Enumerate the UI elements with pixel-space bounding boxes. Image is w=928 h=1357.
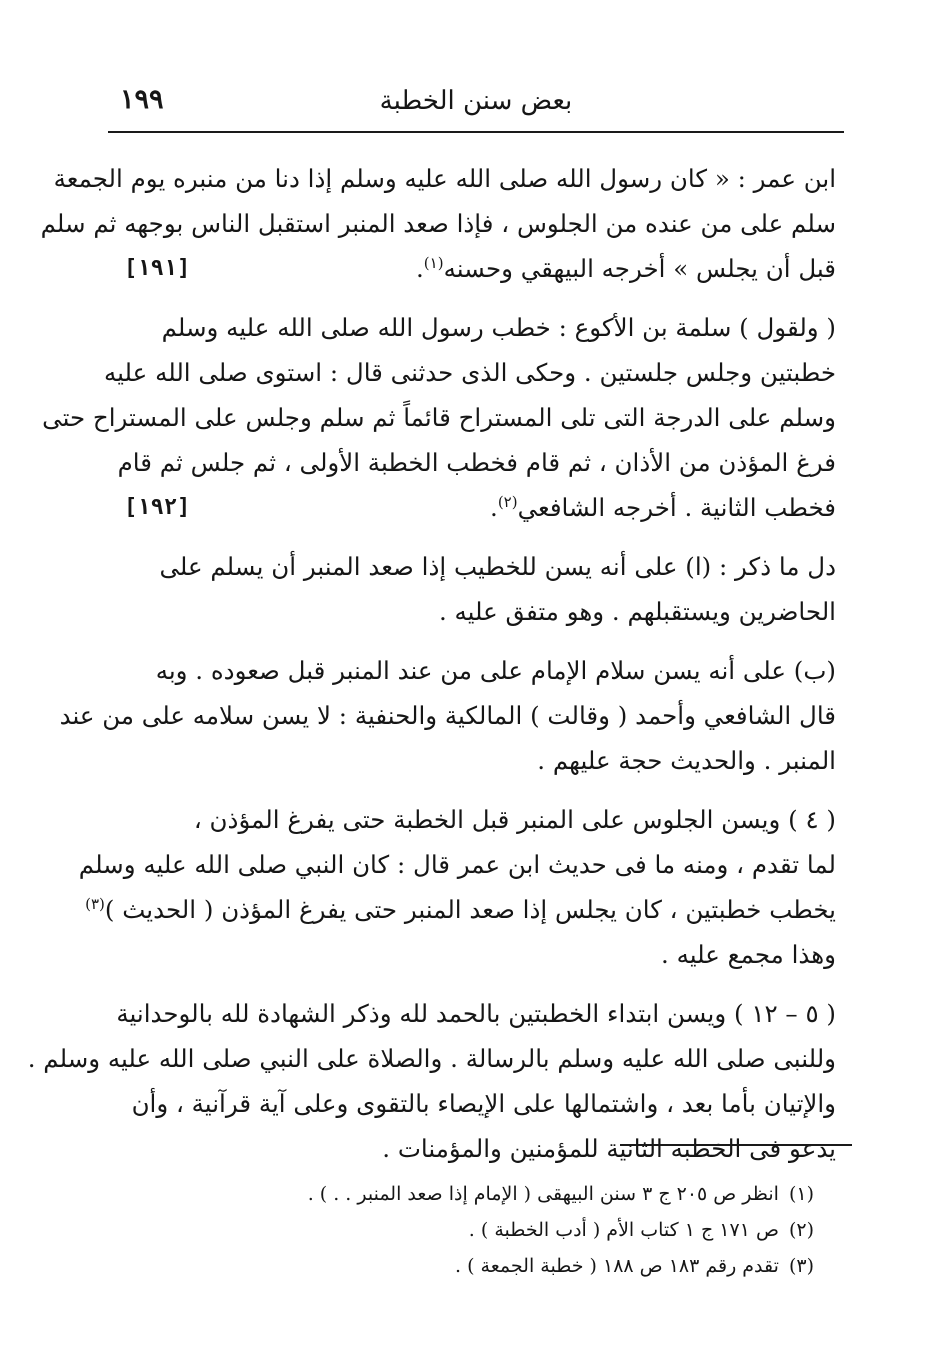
running-title: بعض سنن الخطبة xyxy=(379,86,573,116)
text-line-with-reference xyxy=(124,246,836,291)
hadith-reference-number: [١٩٢] xyxy=(124,495,191,520)
paragraph-ruling-a xyxy=(124,544,836,634)
text-line: خطبتين وجلس جلستين . وحكى الذى حدثنى قال : استوى صلى الله عليه xyxy=(104,358,836,387)
footnote-number: (٢) xyxy=(788,1219,814,1241)
footnote-number: (١) xyxy=(788,1183,814,1205)
text-line: فرغ المؤذن من الأذان ، ثم قام فخطب الخطبة الأولى ، ثم جلس ثم قام xyxy=(117,448,836,477)
text-line: (ب) على أنه يسن سلام الإمام على من عند المنبر قبل صعوده . وبه xyxy=(155,656,836,685)
text-line: يدعو فى الخطبة الثانية للمؤمنين والمؤمنات . xyxy=(382,1134,836,1163)
text-line: ابن عمر : « كان رسول الله صلى الله عليه وسلم إذا دنا من منبره يوم الجمعة xyxy=(53,164,836,193)
text-line: سلم على من عنده من الجلوس ، فإذا صعد المنبر استقبل الناس بوجهه ثم سلم xyxy=(40,209,836,238)
footnote-marker[interactable]: (٣) xyxy=(85,895,105,913)
text-line: ( ٤ ) ويسن الجلوس على المنبر قبل الخطبة حتى يفرغ المؤذن ، xyxy=(193,805,836,834)
footnote-item xyxy=(254,1212,814,1248)
hadith-reference-number: [١٩١] xyxy=(124,256,191,281)
text-line: وهذا مجمع عليه . xyxy=(661,940,836,969)
text-line: وللنبى صلى الله عليه وسلم بالرسالة . والصلاة على النبي صلى الله عليه وسلم . xyxy=(27,1044,836,1073)
text-line: والإتيان بأما بعد ، واشتمالها على الإيصاء بالتقوى وعلى آية قرآنية ، وأن xyxy=(131,1089,836,1118)
footnote-item xyxy=(254,1176,814,1212)
footnotes xyxy=(254,1176,814,1284)
text-line: قال الشافعي وأحمد ( وقالت ) المالكية والحنفية : لا يسن سلامه على من عند xyxy=(59,701,836,730)
text-line: ( ولقول ) سلمة بن الأكوع : خطب رسول الله صلى الله عليه وسلم xyxy=(161,313,836,342)
footnote-item xyxy=(254,1248,814,1284)
footnote-text: انظر ص ٢٠٥ ج ٣ سنن البيهقى ( الإمام إذا صعد المنبر . . ) . xyxy=(307,1183,779,1205)
text-line: ( ٥ – ١٢ ) ويسن ابتداء الخطبتين بالحمد لله وذكر الشهادة لله بالوحدانية xyxy=(116,999,836,1028)
text-line-with-footnote: يخطب خطبتين ، كان يجلس إذا صعد المنبر حتى يفرغ المؤذن ( الحديث )$^{(٣)}$ xyxy=(85,895,836,924)
paragraph-hadith-ibn-umar xyxy=(40,156,836,291)
text-line: وسلم على الدرجة التى تلى المستراح قائماً ثم سلم وجلس على المستراح حتى xyxy=(42,403,836,432)
footnote-text: ص ١٧١ ج ١ كتاب الأم ( أدب الخطبة ) . xyxy=(468,1219,779,1241)
text-line-end: قبل أن يجلس » أخرجه البيهقي وحسنه$^{(١)}$. xyxy=(415,254,836,283)
header-divider xyxy=(108,131,844,133)
paragraph-ruling-b xyxy=(59,648,836,783)
footnote-marker[interactable]: (٢) xyxy=(497,493,518,511)
page-header xyxy=(108,82,844,126)
main-text xyxy=(27,156,836,1185)
footnote-marker[interactable]: (١) xyxy=(423,254,444,272)
page-number: ١٩٩ xyxy=(120,84,164,115)
text-line: دل ما ذكر : (ا) على أنه يسن للخطيب إذا صعد المنبر أن يسلم على xyxy=(159,552,836,581)
footnote-number: (٣) xyxy=(788,1255,814,1277)
text-line: المنبر . والحديث حجة عليهم . xyxy=(537,746,836,775)
footnote-text: تقدم رقم ١٨٣ ص ١٨٨ ( خطبة الجمعة ) . xyxy=(455,1255,779,1277)
text-line-with-reference xyxy=(124,485,836,530)
paragraph-ruling-4 xyxy=(78,797,836,977)
text-line-end: فخطب الثانية . أخرجه الشافعي$^{(٢)}$. xyxy=(490,493,836,522)
paragraph-hadith-salama xyxy=(42,305,836,530)
footnote-divider xyxy=(620,1144,852,1146)
text-line: الحاضرين ويستقبلهم . وهو متفق عليه . xyxy=(438,597,836,626)
text-line: لما تقدم ، ومنه ما فى حديث ابن عمر قال : كان النبي صلى الله عليه وسلم xyxy=(78,850,836,879)
